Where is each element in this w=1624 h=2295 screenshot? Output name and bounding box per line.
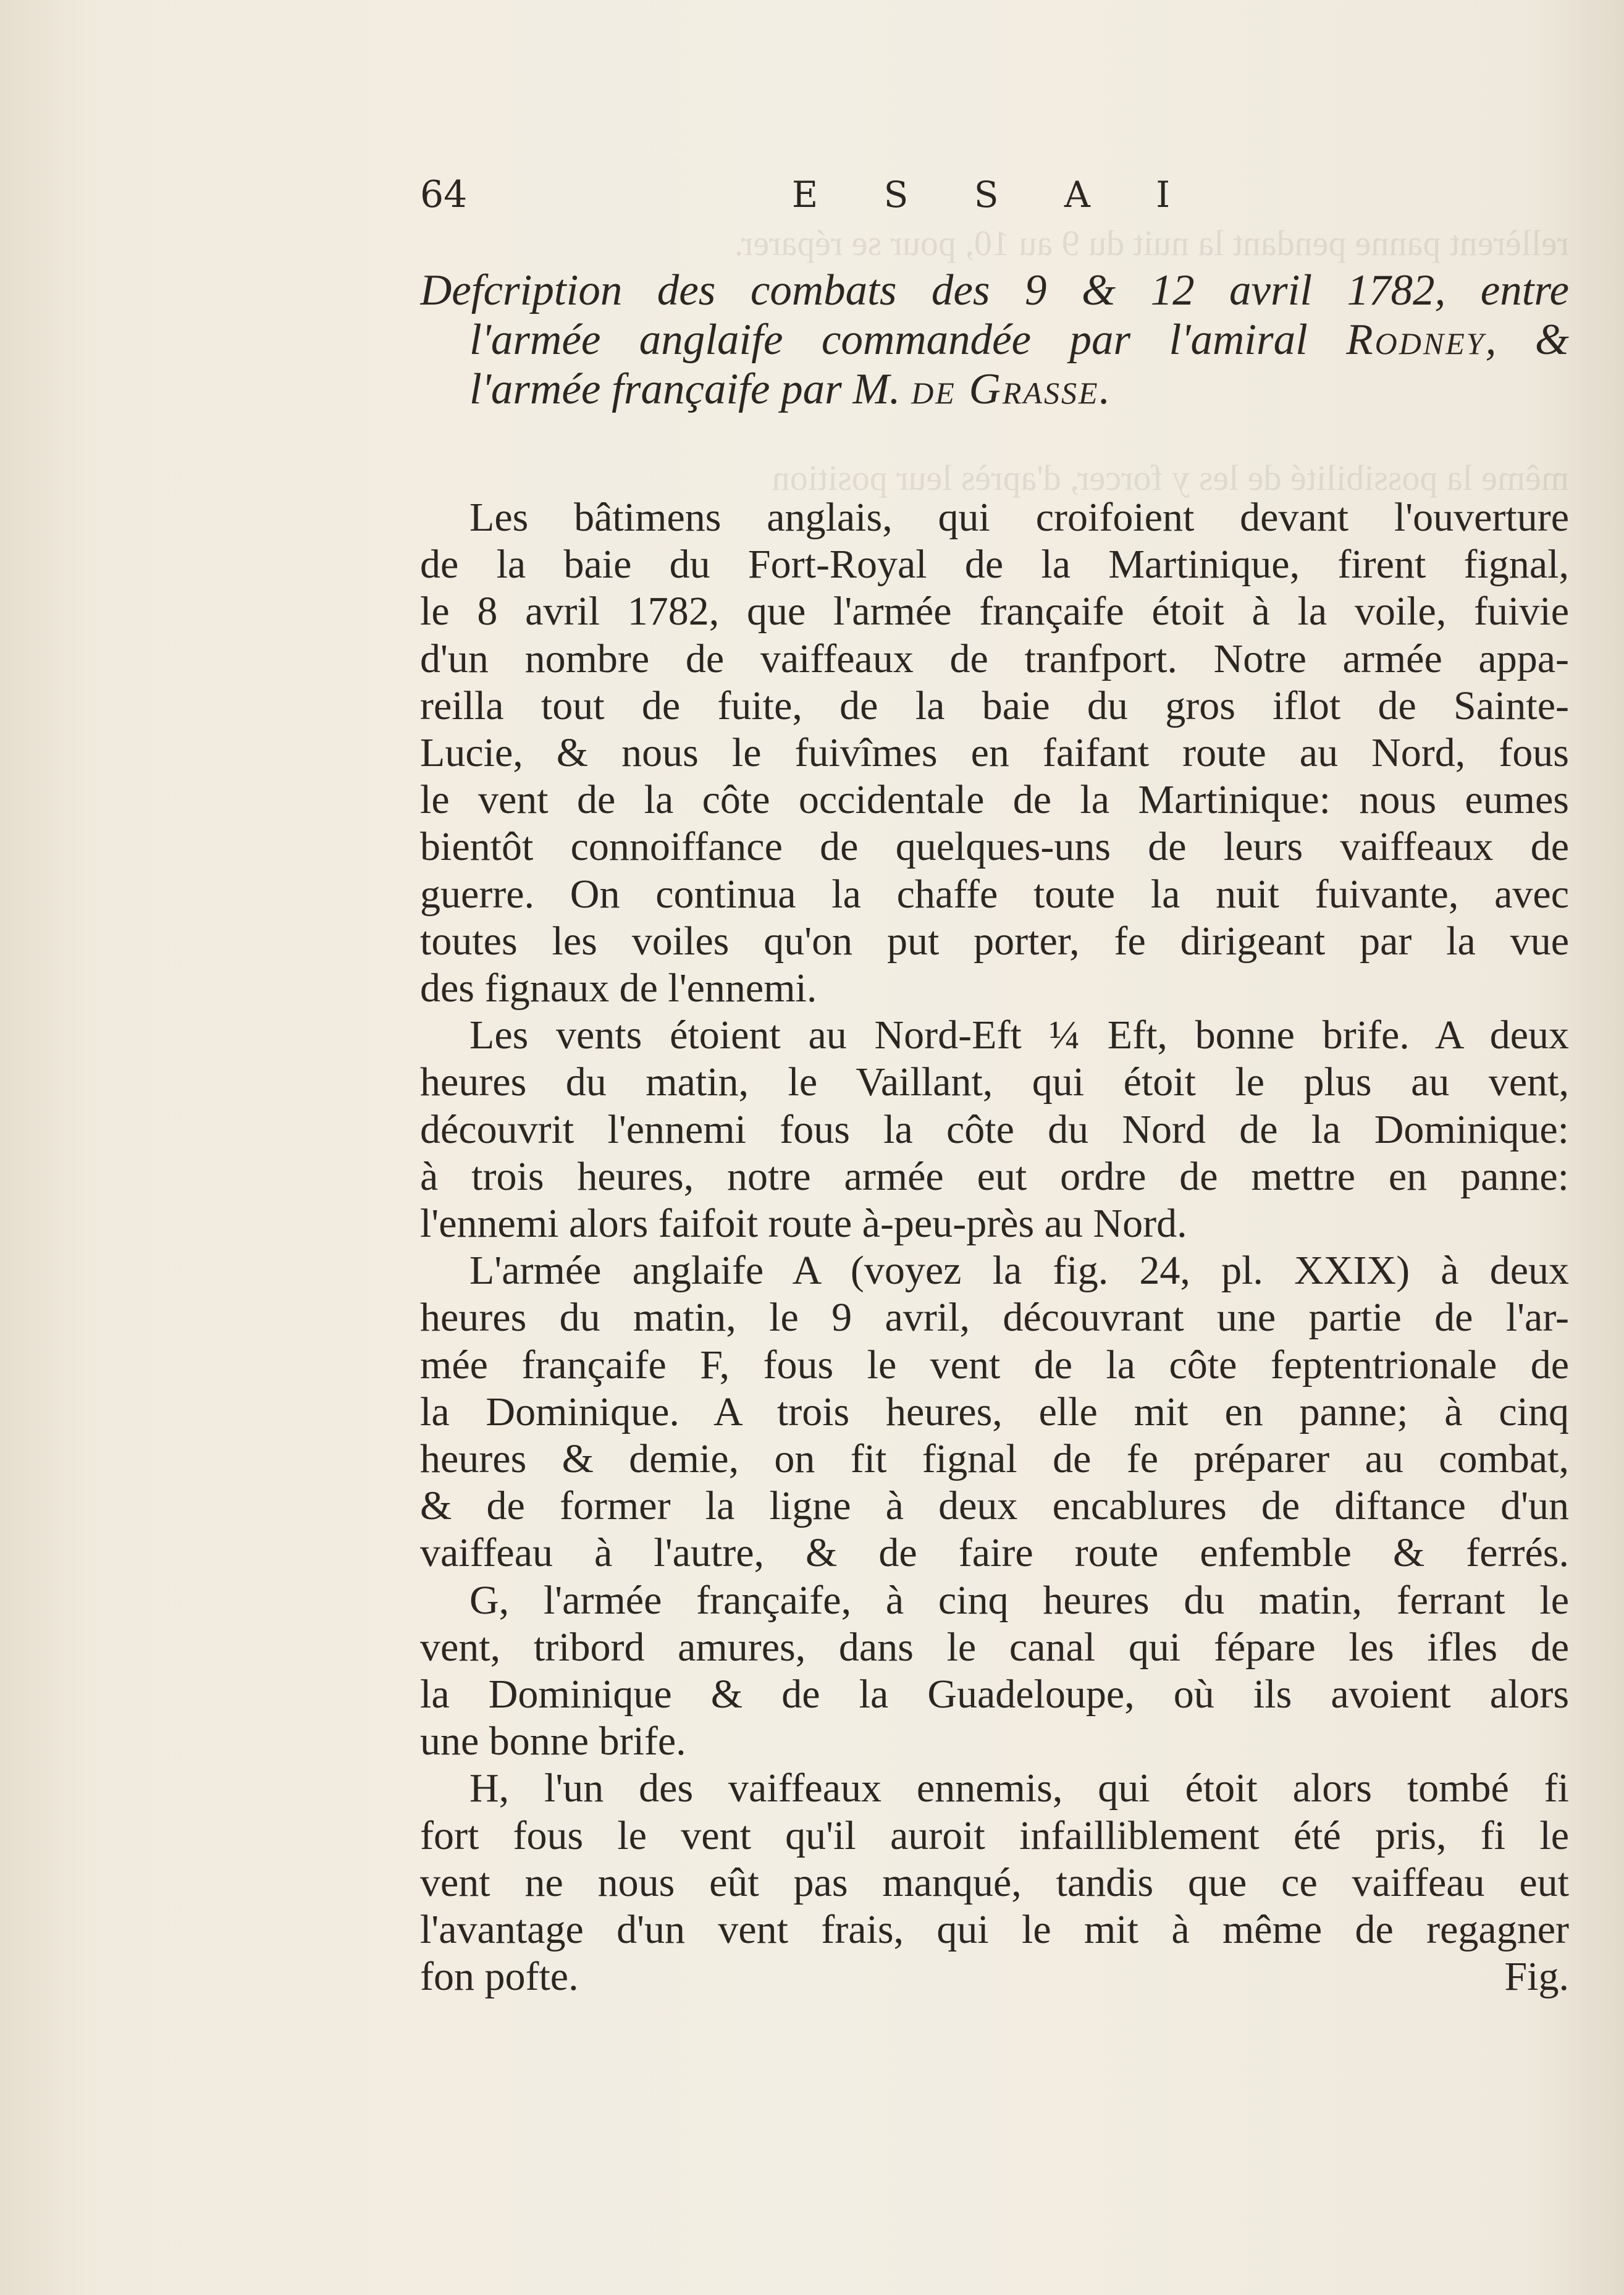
section-title	[420, 266, 1569, 414]
name-de-grasse: de Grasse	[911, 365, 1100, 413]
last-line-text: fon pofte.	[420, 1954, 579, 2000]
title-line: l'armée anglaife commandée par l'amiral Rodney, &	[469, 316, 1569, 364]
text-line: Les bâtimens anglais, qui croifoient devant l'ouverture	[469, 495, 1569, 540]
text-line: fort fous le vent qu'il auroit infailliblement été pris, fi le	[420, 1813, 1569, 1858]
text-line: une bonne brife.	[420, 1719, 686, 1764]
body-text	[420, 494, 1569, 2001]
text-line: reilla tout de fuite, de la baie du gros iflot de Sainte-	[420, 683, 1569, 728]
running-head: E S S A I	[791, 174, 1198, 216]
text-line: Les vents étoient au Nord-Eft ¼ Eft, bonne brife. A deux	[469, 1013, 1569, 1058]
show-through-text: rellèrent panne pendant la nuit du 9 au 10, pour se réparer.	[734, 223, 1569, 263]
page-number: 64	[420, 173, 468, 216]
paragraph	[420, 1577, 1569, 1766]
text-line: des fignaux de l'ennemi.	[420, 966, 817, 1011]
text-line: le 8 avril 1782, que l'armée françaife étoit à la voile, fuivie	[420, 589, 1569, 634]
text-line: L'armée anglaife A (voyez la fig. 24, pl. XXIX) à deux	[469, 1248, 1569, 1294]
title-line: l'armée françaife par M. de Grasse.	[469, 365, 1111, 413]
page-header	[420, 167, 1569, 222]
text-line: l'avantage d'un vent frais, qui le mit à même de regagner	[420, 1907, 1569, 1953]
paragraph	[420, 1247, 1569, 1577]
name-rodney: Rodney	[1346, 316, 1486, 364]
text-line: H, l'un des vaiffeaux ennemis, qui étoit alors tombé fi	[469, 1766, 1569, 1811]
text-line: mée françaife F, fous le vent de la côte feptentrionale de	[420, 1342, 1569, 1388]
text-line: découvrit l'ennemi fous la côte du Nord de la Dominique:	[420, 1106, 1569, 1152]
paragraph	[420, 1765, 1569, 2000]
catchword: Fig.	[1504, 1954, 1569, 2000]
text-line: d'un nombre de vaiffeaux de tranfport. Notre armée appa-	[420, 636, 1569, 681]
text-line: l'ennemi alors faifoit route à-peu-près au Nord.	[420, 1201, 1187, 1247]
text-line: à trois heures, notre armée eut ordre de mettre en panne:	[420, 1153, 1569, 1199]
text-line: Lucie, & nous le fuivîmes en faifant route au Nord, fous	[420, 730, 1569, 776]
text-line: heures du matin, le Vaillant, qui étoit le plus au vent,	[420, 1059, 1569, 1105]
text-line: bientôt connoiffance de quelques-uns de leurs vaiffeaux de	[420, 824, 1569, 870]
text-line: & de former la ligne à deux encablures de diftance d'un	[420, 1483, 1569, 1529]
text-line: vaiffeau à l'autre, & de faire route enfemble & ferrés.	[420, 1530, 1569, 1576]
text-line: heures du matin, le 9 avril, découvrant une partie de l'ar-	[420, 1295, 1569, 1341]
text-line: guerre. On continua la chaffe toute la nuit fuivante, avec	[420, 871, 1569, 917]
paragraph	[420, 1012, 1569, 1247]
text-line: vent ne nous eût pas manqué, tandis que ce vaiffeau eut	[420, 1859, 1569, 1905]
title-line: Defcription des combats des 9 & 12 avril 1782, entre	[420, 266, 1569, 314]
text-line: le vent de la côte occidentale de la Martinique: nous eumes	[420, 777, 1569, 823]
text-line: la Dominique. A trois heures, elle mit en panne; à cinq	[420, 1389, 1569, 1434]
text-line: la Dominique & de la Guadeloupe, où ils avoient alors	[420, 1672, 1569, 1717]
text-line: toutes les voiles qu'on put porter, fe dirigeant par la vue	[420, 918, 1569, 964]
text-line: de la baie du Fort-Royal de la Martinique, firent fignal,	[420, 542, 1569, 587]
text-line: vent, tribord amures, dans le canal qui fépare les ifles de	[420, 1624, 1569, 1670]
text-line	[420, 1953, 1569, 2000]
text-line: G, l'armée françaife, à cinq heures du matin, ferrant le	[469, 1577, 1569, 1623]
paragraph	[420, 494, 1569, 1012]
show-through-text: même la possibilité de les y forcer, d'après leur position	[772, 458, 1569, 498]
text-line: heures & demie, on fit fignal de fe préparer au combat,	[420, 1436, 1569, 1482]
